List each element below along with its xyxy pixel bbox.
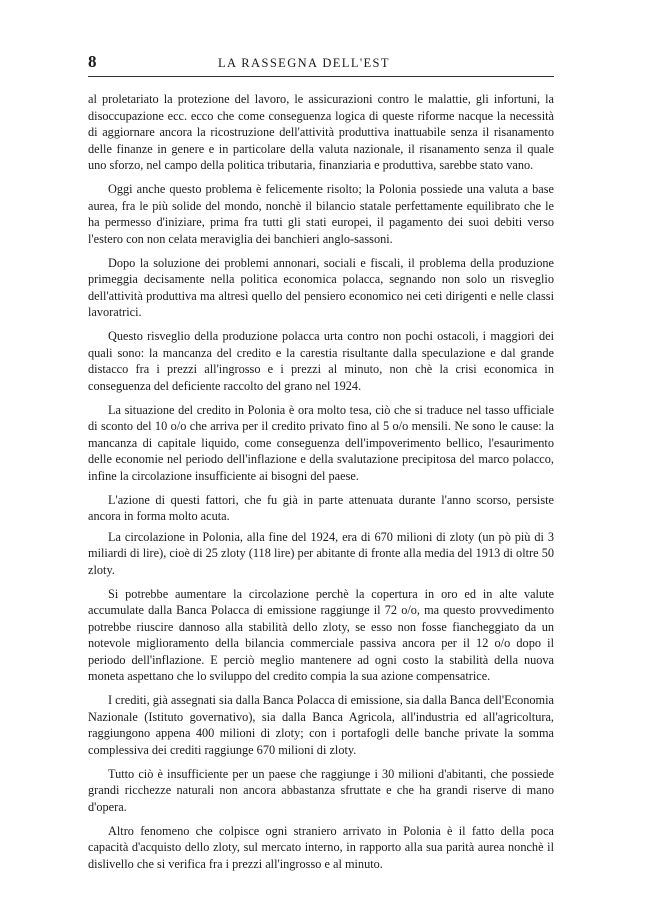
paragraph: Altro fenomeno che colpisce ogni straniero arrivato in Polonia è il fatto della poca capacità d'acquisto dello zloty, sul mercato interno, in rapporto alla sua parità aurea nonchè il dislivello che si verifica fra i prezzi all'ingrosso e al minuto.	[88, 823, 554, 871]
paragraph: Tutto ciò è insufficiente per un paese che raggiunge i 30 milioni d'abitanti, che possiede grandi ricchezze naturali non ancora abbastanza sfruttate e che ha grandi riserve di mano d'opera.	[88, 766, 554, 814]
paragraph: Questo risveglio della produzione polacca urta contro non pochi ostacoli, i maggiori dei quali sono: la mancanza del credito e la carestia risultante dalla speculazione e dal grande distacco fra i prezzi all'ingrosso e i prezzi al minuto, non chè la crisi economica in conseguenza del deficiente raccolto del grano nel 1924.	[88, 329, 554, 393]
paragraph: La situazione del credito in Polonia è ora molto tesa, ciò che si traduce nel tasso ufficiale di sconto del 10 o/o che arriva per il credito privato fino al 5 o/o mensili. Ne sono le cause: la mancanza di capitale liquido, come conseguenza dell'impoverimento bellico, l'esaurimento delle economie nel periodo dell'inflazione e della svalutazione precipitosa del marco polacco, infine la circolazione insufficiente ai bisogni del paese.	[88, 402, 554, 483]
page-header	[88, 52, 554, 76]
paragraph: La circolazione in Polonia, alla fine del 1924, era di 670 milioni di zloty (un pò più di 3 miliardi di lire), cioè di 25 zloty (118 lire) per abitante di fronte alla media del 1913 di oltre 50 zloty.	[88, 529, 554, 577]
paragraph: L'azione di questi fattori, che fu già in parte attenuata durante l'anno scorso, persiste ancora in forma molto acuta.	[88, 492, 554, 523]
paragraph: al proletariato la protezione del lavoro, le assicurazioni contro le malattie, gli infortuni, la disoccupazione ecc. ecco che come conseguenza logica di queste riforme nacque la necessità di aggiornare ancora la ricostruzione dell'attività produttiva inattuabile senza il risanamento delle finanze in genere e in particolare della valuta nazionale, il risanamento senza il quale uno sforzo, nel campo della politica tributaria, finanziaria e produttiva, sarebbe stato vano.	[88, 92, 554, 172]
running-title: LA RASSEGNA DELL'EST	[218, 56, 390, 70]
paragraph: I crediti, già assegnati sia dalla Banca Polacca di emissione, sia dalla Banca dell'Economia Nazionale (Istituto governativo), sia dalla Banca Agricola, all'industria ed all'agricoltura, raggiungono appena 400 milioni di zloty; con i portafogli delle banche private la somma complessiva dei crediti raggiunge 670 milioni di zloty.	[88, 693, 554, 757]
header-rule	[88, 76, 554, 77]
paragraph: Si potrebbe aumentare la circolazione perchè la copertura in oro ed in alte valute accumulate dalla Banca Polacca di emissione raggiunge il 72 o/o, ma questo provvedimento potrebbe riuscire dannoso alla stabilità dello zloty, se esso non fosse fiancheggiato da un notevole miglioramento della bilancia commerciale passiva ancora per il 12 o/o dopo il periodo dell'inflazione. E perciò meglio mantenere ad ogni costo la stabilità della nuova moneta aspettano che lo sviluppo del credito compia la sua azione compensatrice.	[88, 586, 554, 683]
paragraph: Dopo la soluzione dei problemi annonari, sociali e fiscali, il problema della produzione primeggia decisamente nella politica economica polacca, segnando non solo un risveglio dell'attività produttiva ma altresì quello del pensiero economico nei ceti dirigenti e nelle classi lavoratrici.	[88, 255, 554, 319]
page-number: 8	[88, 52, 97, 71]
paragraph: Oggi anche questo problema è felicemente risolto; la Polonia possiede una valuta a base aurea, fra le più solide del mondo, nonchè il bilancio statale perfettamente equilibrato che le ha permesso d'iniziare, prima fra tutti gli stati europei, il pagamento dei suoi debiti verso l'estero con non celata meraviglia dei banchieri anglo-sassoni.	[88, 182, 554, 246]
body-text	[88, 91, 554, 880]
